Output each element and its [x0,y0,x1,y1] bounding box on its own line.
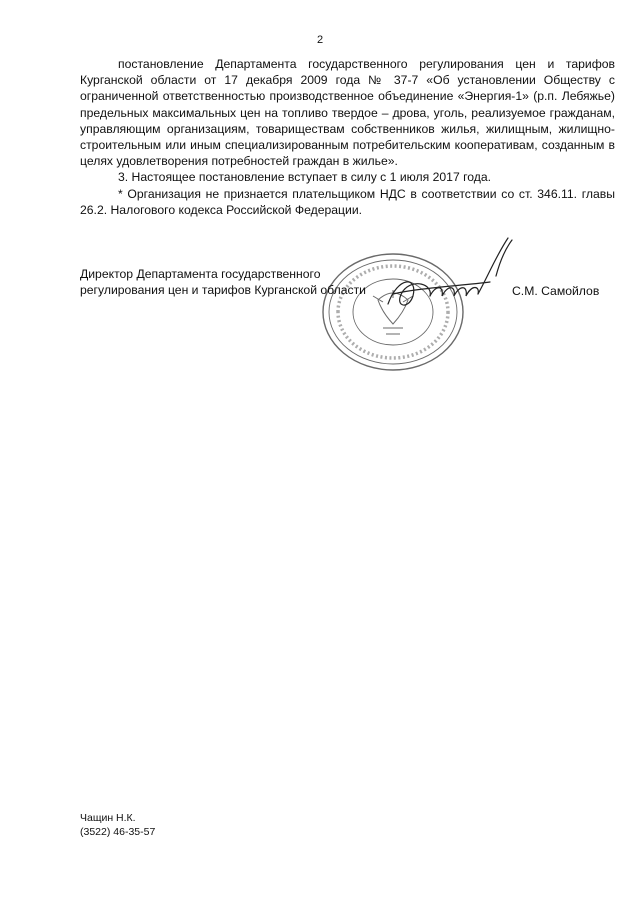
executor-phone: (3522) 46-35-57 [80,825,156,838]
paragraph-1: постановление Департамента государственного регулирования цен и тарифов Курганской области от 17 декабря 2009 года № 37-7 «Об установлении Обществу с ограниченной ответственностью производственное объединение «Энергия-1» (р.п. Лебяжье) предельных максимальных цен на топливо твердое – дрова, уголь, реализуемое гражданам, управляющим организациям, товариществам собственников жилья, жилищным, жилищно-строительным или иным специализированным потребительским кооперативам, созданным в целях удовлетворения потребностей граждан в жилье». [80,57,615,169]
page-number: 2 [316,34,324,46]
signer-position-line-2: регулирования цен и тарифов Курганской области [80,283,366,298]
paragraph-3: * Организация не признается плательщиком НДС в соответствии со ст. 346.11. главы 26.2. Налогового кодекса Российской Федерации. [80,186,615,217]
signer-position-line-1: Директор Департамента государственного [80,267,321,281]
document-body [80,56,615,218]
paragraph-2: 3. Настоящее постановление вступает в силу с 1 июля 2017 года. [118,170,492,185]
signer-name: С.М. Самойлов [512,284,600,298]
executor-name: Чащин Н.К. [80,812,136,824]
executor-info [80,812,155,839]
